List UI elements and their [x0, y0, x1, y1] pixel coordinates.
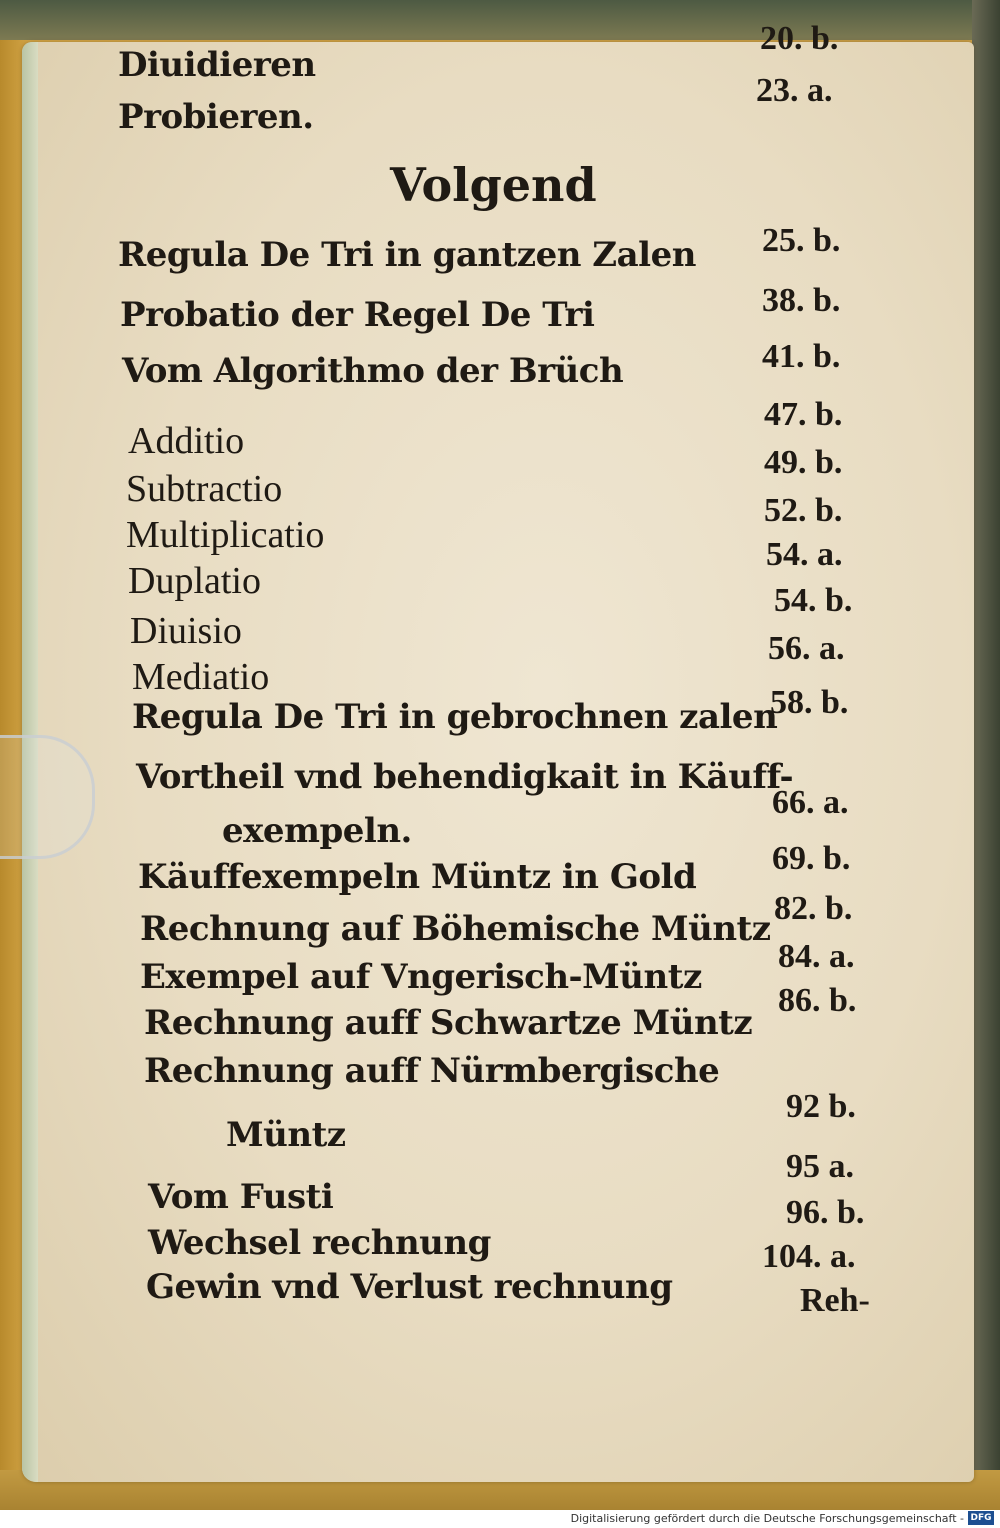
toc-entry-label: Rechnung auf Böhemische Müntz: [140, 909, 771, 949]
toc-entry-page: 69. b.: [772, 840, 851, 877]
toc-entry-page: 54. a.: [766, 536, 843, 573]
toc-entry-label: Diuisio: [130, 610, 242, 652]
toc-entry-page: 96. b.: [786, 1194, 865, 1231]
toc-entry-label: Exempel auf Vngerisch-Müntz: [140, 957, 702, 997]
toc-entry-label: Rechnung auff Nürmbergische: [144, 1051, 720, 1091]
toc-entry-label: Regula De Tri in gantzen Zalen: [118, 235, 696, 275]
toc-entry-label: Gewin vnd Verlust rechnung: [146, 1267, 673, 1307]
footer-credit: Digitalisierung gefördert durch die Deutsche Forschungsgemeinschaft -: [570, 1512, 964, 1525]
toc-entry-label: Additio: [128, 420, 245, 462]
toc-entry-label: Rechnung auff Schwartze Müntz: [144, 1003, 753, 1043]
toc-entry-page: 23. a.: [756, 72, 833, 109]
toc-entry-label: Multiplicatio: [126, 514, 325, 556]
toc-entry-label: Regula De Tri in gebrochnen zalen: [132, 697, 778, 737]
toc-entry-page: 20. b.: [760, 20, 839, 57]
toc-entry-page: 38. b.: [762, 282, 841, 319]
toc-entry-page: 92 b.: [786, 1088, 856, 1125]
toc-entry-page: 25. b.: [762, 222, 841, 259]
toc-entry-page: 54. b.: [774, 582, 853, 619]
toc-entry-label: Käuffexempeln Müntz in Gold: [138, 857, 697, 897]
toc-entry-page: 86. b.: [778, 982, 857, 1019]
toc-entry-label: Duplatio: [128, 560, 261, 602]
toc-entry-page: 56. a.: [768, 630, 845, 667]
toc-entry-label: Mediatio: [132, 656, 270, 698]
toc-heading: Volgend: [390, 158, 597, 212]
toc-entry-page: 104. a.: [762, 1238, 856, 1275]
toc-entry-label: Vom Algorithmo der Brüch: [122, 351, 624, 391]
toc-entry-page: 58. b.: [770, 684, 849, 721]
toc-entry-page: 52. b.: [764, 492, 843, 529]
toc-entry-label: Subtractio: [126, 468, 283, 510]
toc-entry-page: 41. b.: [762, 338, 841, 375]
toc-entry-label: Probieren.: [118, 97, 314, 137]
dfg-logo-icon: DFG: [968, 1511, 994, 1525]
toc-entry-page: 95 a.: [786, 1148, 854, 1185]
toc-entry-page: 66. a.: [772, 784, 849, 821]
toc-entry-label: Wechsel rechnung: [148, 1223, 491, 1263]
toc-entry-page: 47. b.: [764, 396, 843, 433]
toc-entry-page: 49. b.: [764, 444, 843, 481]
toc-entry-page: 82. b.: [774, 890, 853, 927]
toc-entry-label: Diuidieren: [118, 45, 316, 85]
toc-entry-page: Reh-: [800, 1282, 870, 1319]
toc-entry-label: Müntz: [226, 1115, 346, 1155]
toc-entry-label: Vortheil vnd behendigkait in Käuff-: [136, 757, 794, 797]
toc-entry-label: Vom Fusti: [148, 1177, 334, 1217]
footer-bar: [0, 1510, 1000, 1528]
toc-entry-page: 84. a.: [778, 938, 855, 975]
toc-entry-label: Probatio der Regel De Tri: [120, 295, 595, 335]
toc-entry-label: exempeln.: [222, 811, 412, 851]
